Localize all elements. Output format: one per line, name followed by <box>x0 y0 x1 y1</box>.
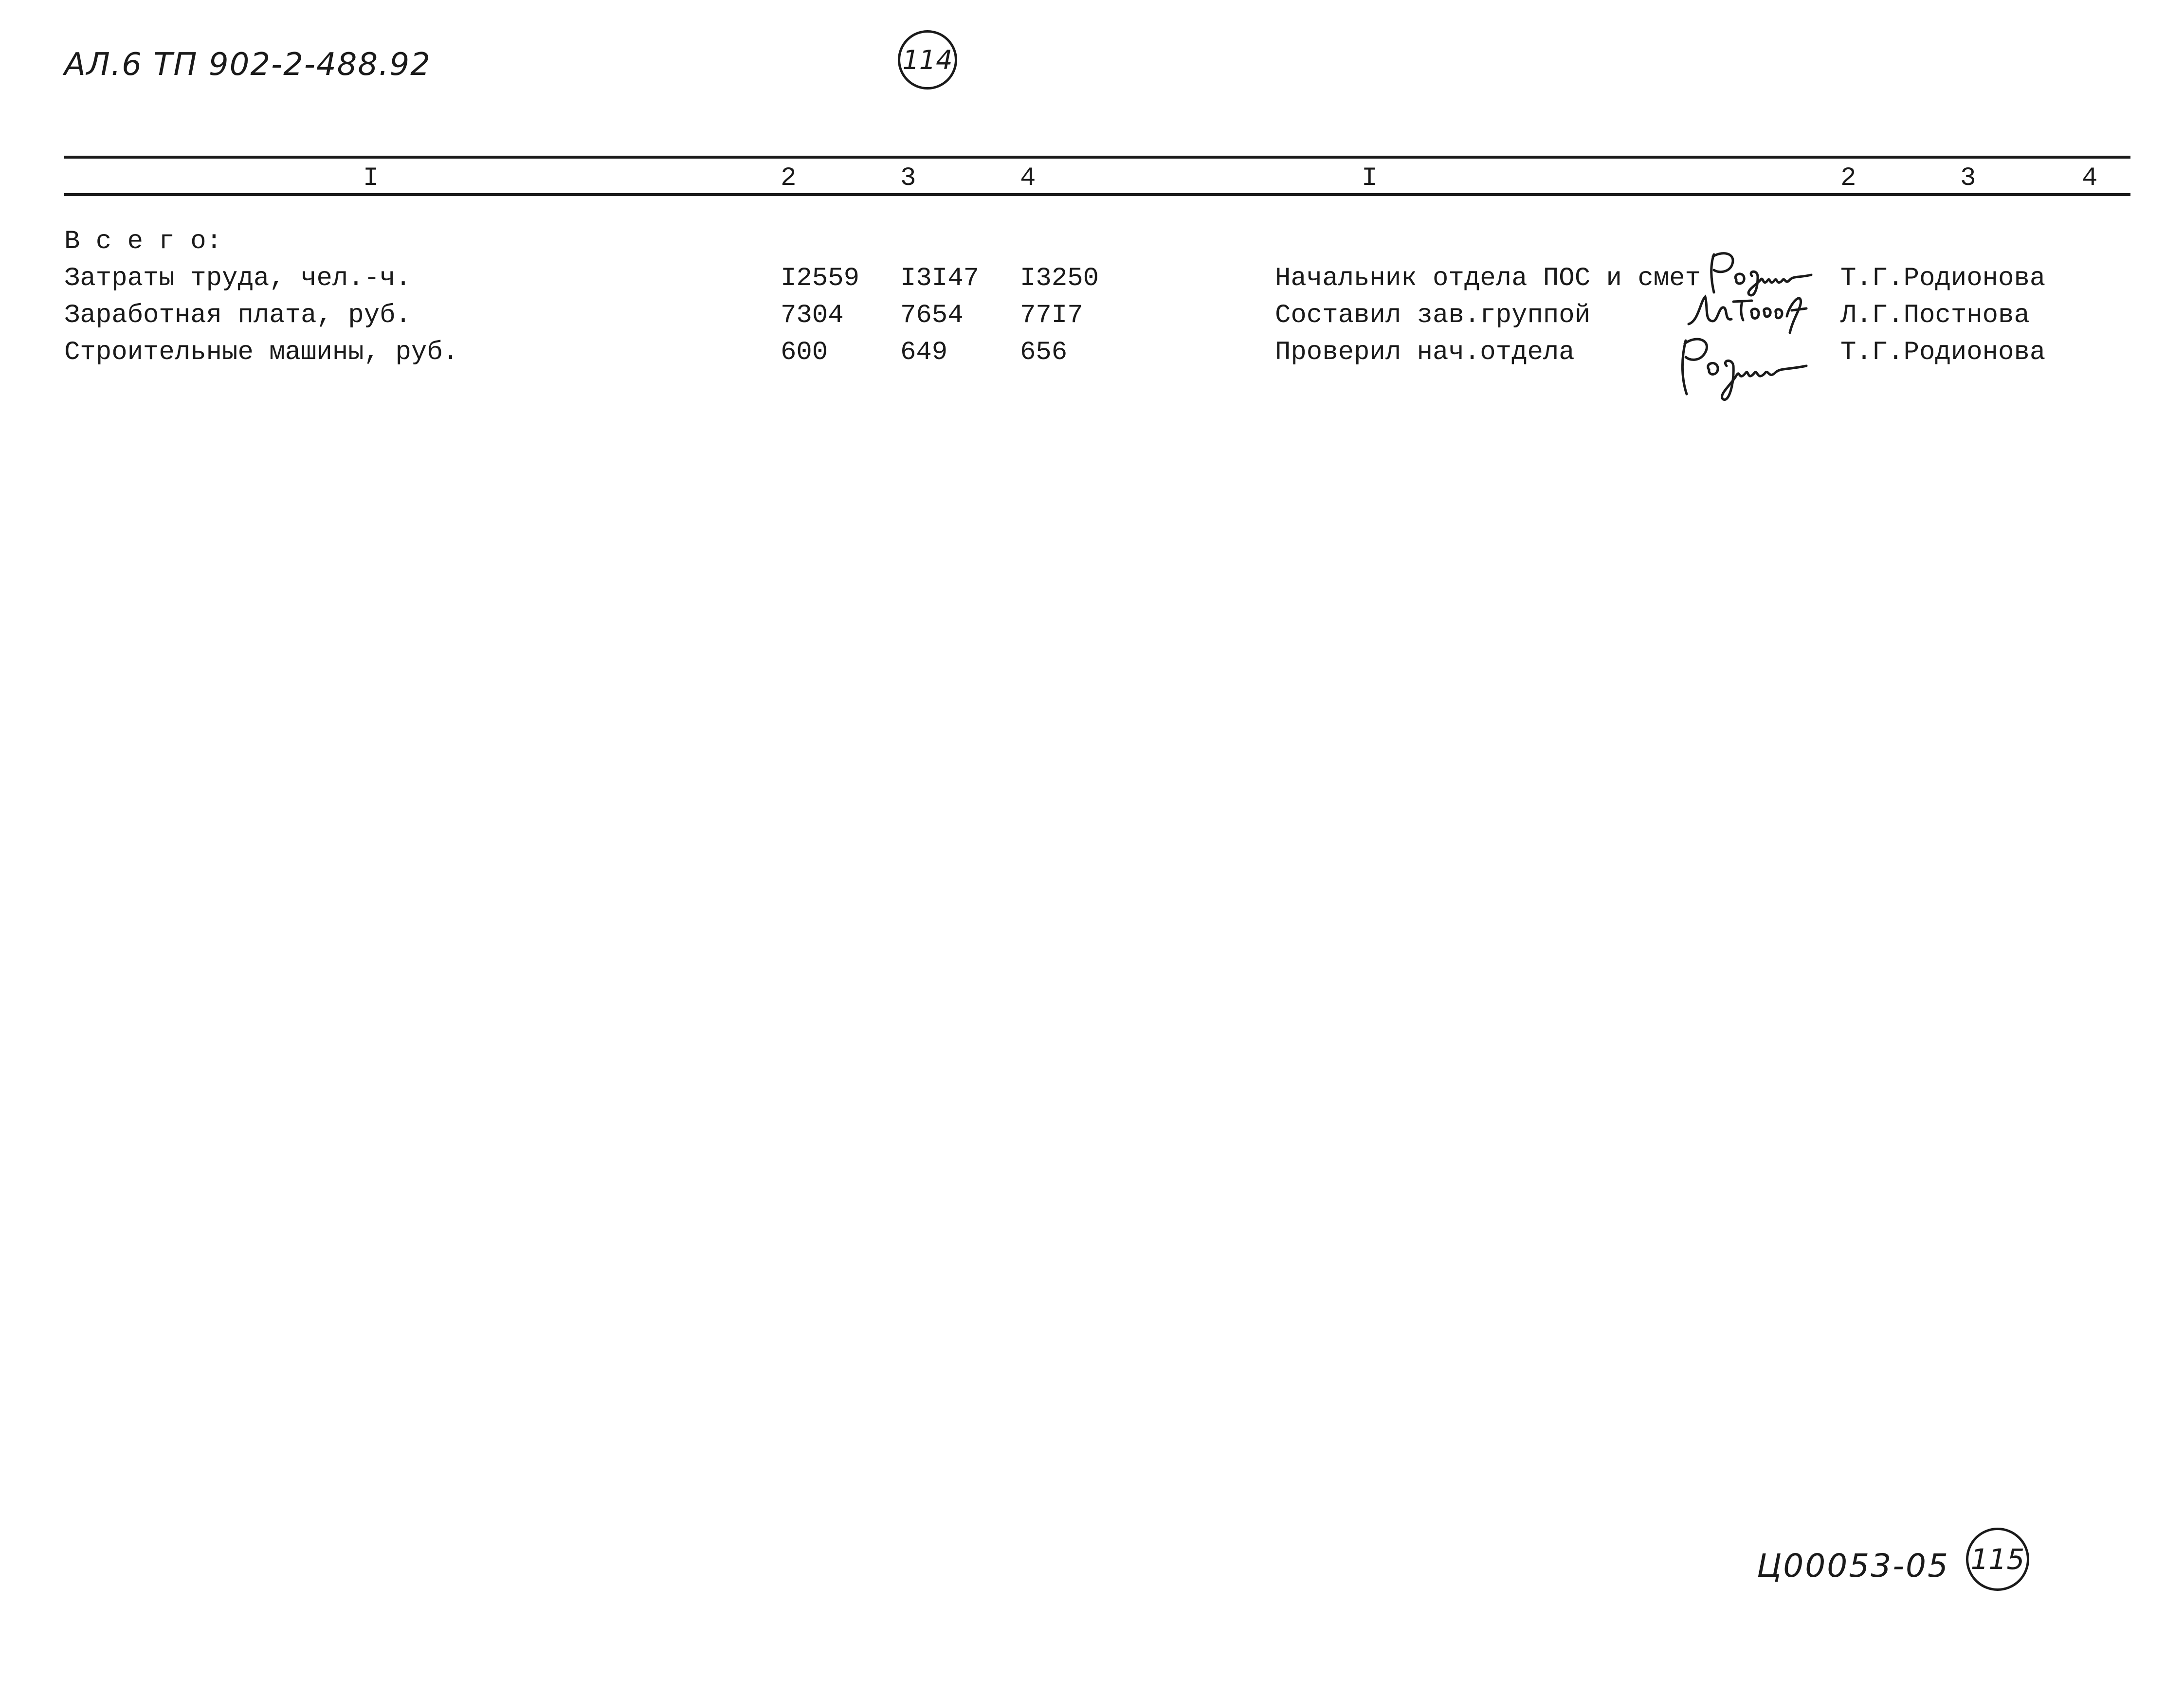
section-title: В с е г о: <box>64 227 222 256</box>
column-number-left-3: 3 <box>900 163 916 193</box>
row-label: Заработная плата, руб. <box>64 301 411 330</box>
table-header-bottom-rule <box>64 193 2130 196</box>
signer-role: Начальник отдела ПОС и смет <box>1275 264 1701 293</box>
handwritten-signature <box>1674 331 1820 409</box>
signer-name: Л.Г.Постнова <box>1840 301 2030 330</box>
table-header-top-rule <box>64 156 2130 159</box>
row-value: 600 <box>781 338 828 367</box>
archive-code: Ц00053-05 <box>1757 1547 1949 1585</box>
column-number-right-4: 4 <box>2082 163 2098 193</box>
column-number-left-1: I <box>363 163 379 193</box>
column-number-right-2: 2 <box>1840 163 1856 193</box>
signer-name: Т.Г.Родионова <box>1840 338 2046 367</box>
signer-role: Проверил нач.отдела <box>1275 338 1575 367</box>
document-code: АЛ.6 ТП 902-2-488.92 <box>64 47 431 83</box>
page-number: 114 <box>902 44 953 75</box>
page-number-circle <box>898 30 957 90</box>
signer-name: Т.Г.Родионова <box>1840 264 2046 293</box>
archive-page-number: 115 <box>1970 1543 2025 1576</box>
archive-page-circle <box>1966 1528 2029 1591</box>
column-number-right-3: 3 <box>1960 163 1976 193</box>
column-number-right-1: I <box>1362 163 1378 193</box>
row-value: I3I47 <box>900 264 980 293</box>
row-value: 7654 <box>900 301 964 330</box>
signer-role: Составил зав.группой <box>1275 301 1591 330</box>
row-label: Строительные машины, руб. <box>64 338 459 367</box>
row-label: Затраты труда, чел.-ч. <box>64 264 411 293</box>
column-number-left-2: 2 <box>781 163 797 193</box>
row-value: 649 <box>900 338 948 367</box>
row-value: 77I7 <box>1020 301 1083 330</box>
row-value: I2559 <box>781 264 860 293</box>
row-value: 7304 <box>781 301 844 330</box>
row-value: 656 <box>1020 338 1068 367</box>
column-number-left-4: 4 <box>1020 163 1036 193</box>
row-value: I3250 <box>1020 264 1099 293</box>
